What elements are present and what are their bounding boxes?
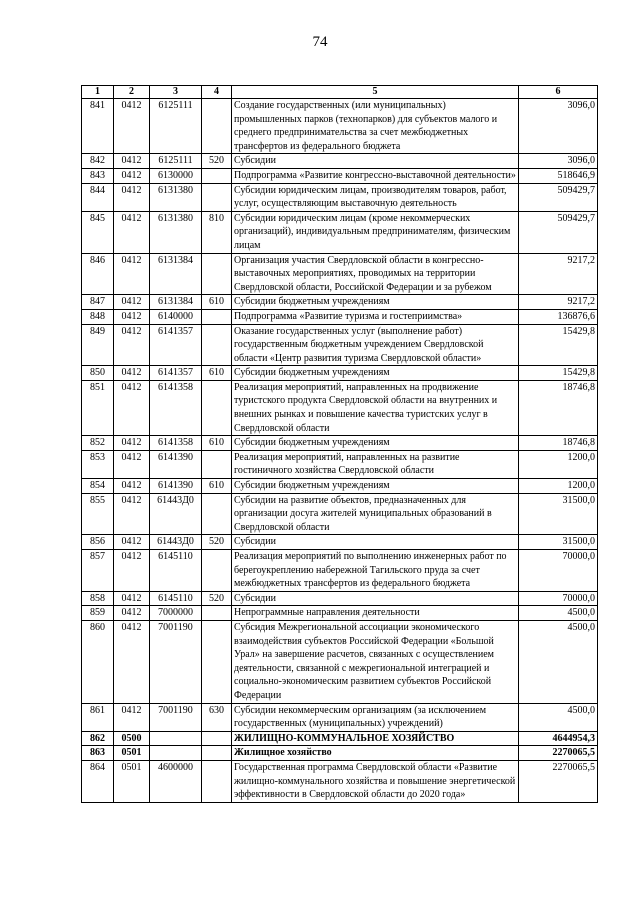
target-article-cell: 61443Д0	[150, 493, 202, 535]
row-number-cell: 863	[82, 746, 114, 761]
section-code-cell: 0412	[114, 450, 150, 478]
expense-type-cell	[202, 309, 232, 324]
row-number-cell: 860	[82, 620, 114, 703]
expense-type-cell: 520	[202, 591, 232, 606]
expense-type-cell: 810	[202, 211, 232, 253]
row-number-cell: 853	[82, 450, 114, 478]
section-code-cell: 0412	[114, 620, 150, 703]
section-code-cell: 0412	[114, 183, 150, 211]
amount-cell: 70000,0	[519, 591, 598, 606]
target-article-cell: 7001190	[150, 620, 202, 703]
item-name-cell: Субсидии некоммерческим организациям (за исключением государственных (муниципальных) учреждений)	[232, 703, 519, 731]
table-row	[82, 450, 598, 478]
target-article-cell: 6125111	[150, 154, 202, 169]
expense-type-cell	[202, 183, 232, 211]
amount-cell: 2270065,5	[519, 746, 598, 761]
section-code-cell: 0501	[114, 760, 150, 802]
target-article-cell	[150, 746, 202, 761]
target-article-cell: 6145110	[150, 591, 202, 606]
table-row	[82, 295, 598, 310]
item-name-cell: Субсидии бюджетным учреждениям	[232, 366, 519, 381]
amount-cell: 3096,0	[519, 99, 598, 154]
section-code-cell: 0412	[114, 436, 150, 451]
table-row	[82, 606, 598, 621]
row-number-cell: 864	[82, 760, 114, 802]
item-name-cell: Жилищное хозяйство	[232, 746, 519, 761]
expense-type-cell: 610	[202, 436, 232, 451]
item-name-cell: Подпрограмма «Развитие конгрессно-выставочной деятельности»	[232, 168, 519, 183]
table-row	[82, 324, 598, 366]
table-row	[82, 436, 598, 451]
amount-cell: 18746,8	[519, 436, 598, 451]
row-number-cell: 849	[82, 324, 114, 366]
item-name-cell: Непрограммные направления деятельности	[232, 606, 519, 621]
expense-type-cell	[202, 324, 232, 366]
expense-type-cell: 610	[202, 366, 232, 381]
table-row	[82, 760, 598, 802]
row-number-cell: 861	[82, 703, 114, 731]
table-row	[82, 550, 598, 592]
expense-type-cell	[202, 731, 232, 746]
section-code-cell: 0412	[114, 99, 150, 154]
section-code-cell: 0501	[114, 746, 150, 761]
row-number-cell: 862	[82, 731, 114, 746]
amount-cell: 518646,9	[519, 168, 598, 183]
table-row	[82, 493, 598, 535]
section-code-cell: 0412	[114, 324, 150, 366]
target-article-cell: 6141390	[150, 450, 202, 478]
table-row	[82, 211, 598, 253]
target-article-cell: 7000000	[150, 606, 202, 621]
row-number-cell: 848	[82, 309, 114, 324]
section-code-cell: 0412	[114, 380, 150, 435]
table-row	[82, 183, 598, 211]
amount-cell: 4500,0	[519, 703, 598, 731]
table-row	[82, 703, 598, 731]
section-code-cell: 0412	[114, 253, 150, 295]
expense-type-cell: 610	[202, 479, 232, 494]
item-name-cell: Создание государственных (или муниципальных) промышленных парков (технопарков) для субъектов малого и среднего предпринимательства за счет межбюджетных трансфертов из федерального бюджета	[232, 99, 519, 154]
target-article-cell: 6140000	[150, 309, 202, 324]
expense-type-cell	[202, 168, 232, 183]
target-article-cell: 6141357	[150, 324, 202, 366]
target-article-cell: 6145110	[150, 550, 202, 592]
header-cell: 1	[82, 86, 114, 99]
section-code-cell: 0412	[114, 168, 150, 183]
amount-cell: 4500,0	[519, 606, 598, 621]
target-article-cell: 61443Д0	[150, 535, 202, 550]
header-row	[82, 86, 598, 99]
amount-cell: 3096,0	[519, 154, 598, 169]
target-article-cell: 6141390	[150, 479, 202, 494]
expense-type-cell	[202, 550, 232, 592]
expense-type-cell: 610	[202, 295, 232, 310]
table-row	[82, 366, 598, 381]
target-article-cell: 6141357	[150, 366, 202, 381]
target-article-cell: 4600000	[150, 760, 202, 802]
row-number-cell: 855	[82, 493, 114, 535]
item-name-cell: Субсидии юридическим лицам (кроме некоммерческих организаций), индивидуальным предпринимателям, физическим лицам	[232, 211, 519, 253]
amount-cell: 509429,7	[519, 183, 598, 211]
table-row	[82, 380, 598, 435]
expense-type-cell	[202, 99, 232, 154]
item-name-cell: Субсидии на развитие объектов, предназначенных для организации досуга жителей муниципальных образований в Свердловской области	[232, 493, 519, 535]
target-article-cell: 6141358	[150, 436, 202, 451]
target-article-cell: 6131380	[150, 183, 202, 211]
row-number-cell: 846	[82, 253, 114, 295]
section-code-cell: 0412	[114, 366, 150, 381]
expense-type-cell	[202, 450, 232, 478]
expense-type-cell: 630	[202, 703, 232, 731]
item-name-cell: Государственная программа Свердловской области «Развитие жилищно-коммунального хозяйства и повышение энергетической эффективности в Свердловской области до 2020 года»	[232, 760, 519, 802]
amount-cell: 15429,8	[519, 324, 598, 366]
section-code-cell: 0412	[114, 493, 150, 535]
item-name-cell: Субсидии	[232, 535, 519, 550]
row-number-cell: 843	[82, 168, 114, 183]
table-row	[82, 154, 598, 169]
expense-type-cell	[202, 380, 232, 435]
amount-cell: 31500,0	[519, 493, 598, 535]
target-article-cell: 6141358	[150, 380, 202, 435]
amount-cell: 4644954,3	[519, 731, 598, 746]
row-number-cell: 857	[82, 550, 114, 592]
target-article-cell: 7001190	[150, 703, 202, 731]
row-number-cell: 841	[82, 99, 114, 154]
header-cell: 4	[202, 86, 232, 99]
item-name-cell: Реализация мероприятий по выполнению инженерных работ по берегоукреплению набережной Тагильского пруда за счет межбюджетных трансфертов из федерального бюджета	[232, 550, 519, 592]
expense-type-cell	[202, 620, 232, 703]
row-number-cell: 850	[82, 366, 114, 381]
table-row	[82, 479, 598, 494]
row-number-cell: 842	[82, 154, 114, 169]
amount-cell: 15429,8	[519, 366, 598, 381]
expense-type-cell	[202, 746, 232, 761]
table-row	[82, 99, 598, 154]
amount-cell: 9217,2	[519, 253, 598, 295]
table-row	[82, 535, 598, 550]
item-name-cell: Организация участия Свердловской области в конгрессно-выставочных мероприятиях, проводимых на территории Свердловской области, Российской Федерации и за рубежом	[232, 253, 519, 295]
row-number-cell: 845	[82, 211, 114, 253]
row-number-cell: 844	[82, 183, 114, 211]
item-name-cell: ЖИЛИЩНО-КОММУНАЛЬНОЕ ХОЗЯЙСТВО	[232, 731, 519, 746]
amount-cell: 9217,2	[519, 295, 598, 310]
section-code-cell: 0412	[114, 591, 150, 606]
budget-table	[81, 85, 598, 803]
table-row	[82, 731, 598, 746]
amount-cell: 1200,0	[519, 450, 598, 478]
item-name-cell: Субсидии бюджетным учреждениям	[232, 436, 519, 451]
amount-cell: 70000,0	[519, 550, 598, 592]
expense-type-cell	[202, 760, 232, 802]
amount-cell: 509429,7	[519, 211, 598, 253]
item-name-cell: Субсидии бюджетным учреждениям	[232, 295, 519, 310]
amount-cell: 2270065,5	[519, 760, 598, 802]
table-row	[82, 746, 598, 761]
row-number-cell: 847	[82, 295, 114, 310]
expense-type-cell	[202, 253, 232, 295]
item-name-cell: Оказание государственных услуг (выполнение работ) государственным бюджетным учреждением Свердловской области «Центр развития туризма Свердловской области»	[232, 324, 519, 366]
amount-cell: 4500,0	[519, 620, 598, 703]
row-number-cell: 851	[82, 380, 114, 435]
item-name-cell: Субсидии	[232, 154, 519, 169]
target-article-cell: 6131384	[150, 295, 202, 310]
expense-type-cell	[202, 493, 232, 535]
amount-cell: 18746,8	[519, 380, 598, 435]
amount-cell: 31500,0	[519, 535, 598, 550]
row-number-cell: 852	[82, 436, 114, 451]
item-name-cell: Реализация мероприятий, направленных на продвижение туристского продукта Свердловской области на внутренних и внешних рынках и повышение качества туристских услуг в Свердловской области	[232, 380, 519, 435]
target-article-cell: 6131380	[150, 211, 202, 253]
section-code-cell: 0412	[114, 211, 150, 253]
header-cell: 3	[150, 86, 202, 99]
header-cell: 6	[519, 86, 598, 99]
amount-cell: 136876,6	[519, 309, 598, 324]
page-number: 74	[312, 34, 328, 50]
target-article-cell: 6131384	[150, 253, 202, 295]
section-code-cell: 0412	[114, 535, 150, 550]
section-code-cell: 0412	[114, 703, 150, 731]
table-row	[82, 253, 598, 295]
table-row	[82, 309, 598, 324]
item-name-cell: Реализация мероприятий, направленных на развитие гостиничного хозяйства Свердловской области	[232, 450, 519, 478]
row-number-cell: 859	[82, 606, 114, 621]
row-number-cell: 854	[82, 479, 114, 494]
section-code-cell: 0412	[114, 154, 150, 169]
item-name-cell: Субсидия Межрегиональной ассоциации экономического взаимодействия субъектов Российской Федерации «Большой Урал» на завершение расчетов, связанных с осуществлением деятельности, связанной с межрегиональной интеграцией и социально-экономическим развитием субъектов Российской Федерации	[232, 620, 519, 703]
table-row	[82, 591, 598, 606]
target-article-cell	[150, 731, 202, 746]
section-code-cell: 0412	[114, 479, 150, 494]
table-row	[82, 168, 598, 183]
target-article-cell: 6125111	[150, 99, 202, 154]
target-article-cell: 6130000	[150, 168, 202, 183]
row-number-cell: 858	[82, 591, 114, 606]
item-name-cell: Субсидии	[232, 591, 519, 606]
expense-type-cell: 520	[202, 535, 232, 550]
table-row	[82, 620, 598, 703]
row-number-cell: 856	[82, 535, 114, 550]
item-name-cell: Субсидии юридическим лицам, производителям товаров, работ, услуг, осуществляющим выставочную деятельность	[232, 183, 519, 211]
section-code-cell: 0412	[114, 309, 150, 324]
amount-cell: 1200,0	[519, 479, 598, 494]
item-name-cell: Субсидии бюджетным учреждениям	[232, 479, 519, 494]
header-cell: 2	[114, 86, 150, 99]
header-cell: 5	[232, 86, 519, 99]
section-code-cell: 0412	[114, 606, 150, 621]
section-code-cell: 0500	[114, 731, 150, 746]
expense-type-cell	[202, 606, 232, 621]
section-code-cell: 0412	[114, 550, 150, 592]
expense-type-cell: 520	[202, 154, 232, 169]
item-name-cell: Подпрограмма «Развитие туризма и гостеприимства»	[232, 309, 519, 324]
section-code-cell: 0412	[114, 295, 150, 310]
